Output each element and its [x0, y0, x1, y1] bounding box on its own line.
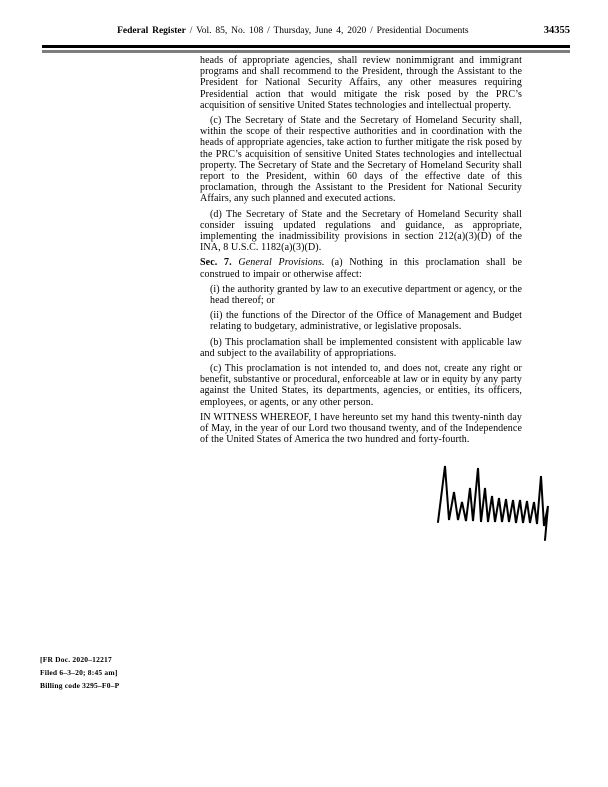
sec7-rest: (a) Nothing in this proclamation shall be construed to impair or otherwise affect:: [200, 257, 522, 280]
journal-name: Federal Register: [117, 26, 186, 36]
issue-info: / Vol. 85, No. 108 / Thursday, June 4, 2020 / Presidential Documents: [189, 26, 469, 36]
header-title: [42, 26, 544, 36]
billing-code: Billing code 3295–F0–P: [40, 681, 120, 690]
page-footer: [40, 653, 119, 692]
paragraph-c-sec6: (c) The Secretary of State and the Secretary of Homeland Security shall, within the scope of their respective authorities and in coordination with the heads of appropriate agencies, take action to further mitigate the risk posed by the PRC’s acquisition of sensitive United States technologies and intellectual property. The Secretary of State and the Secretary of Homeland Security shall report to the President, within 60 days of the effective date of this proclamation, through the Assistant to the President for National Security Affairs, any such planned and executed actions.: [200, 115, 522, 205]
paragraph-sub-i: (i) the authority granted by law to an executive department or agency, or the head thereof; or: [210, 283, 522, 307]
filed-date: Filed 6–3–20; 8:45 am]: [40, 668, 118, 677]
header-rule-black: [42, 45, 570, 48]
header-rule-gray: [42, 50, 570, 53]
paragraph-continuation: heads of appropriate agencies, shall review nonimmigrant and immigrant programs and shall recommend to the President, through the Assistant to the President for National Security Affairs, any other measures requiring Presidential action that would mitigate the risk posed by the PRC’s acquisition of sensitive United States technologies and intellectual property.: [200, 55, 522, 111]
paragraph-c-sec7: (c) This proclamation is not intended to, and does not, create any right or benefit, substantive or procedural, enforceable at law or in equity by any party against the United States, its departments, agencies, or entities, its officers, employees, or agents, or any other person.: [200, 363, 522, 408]
page-number: 34355: [543, 25, 570, 36]
signature-icon: [432, 458, 572, 546]
paragraph-sub-ii: (ii) the functions of the Director of the Office of Management and Budget relating to budgetary, administrative, or legislative proposals.: [210, 310, 522, 333]
paragraph-sec7: [200, 257, 522, 279]
sec7-title: General Provisions.: [231, 257, 325, 269]
fr-doc-number: [FR Doc. 2020–12217: [40, 655, 112, 664]
page-header: [42, 25, 570, 36]
paragraph-in-witness: IN WITNESS WHEREOF, I have hereunto set my hand this twenty-ninth day of May, in the year of our Lord two thousand twenty, and of the Independence of the United States of America the two hundred and forty-fourth.: [200, 411, 522, 446]
sec7-label: Sec. 7.: [200, 257, 232, 269]
paragraph-b-sec7: (b) This proclamation shall be implemented consistent with applicable law and subject to the availability of appropriations.: [200, 336, 522, 359]
presidential-signature: [432, 458, 572, 546]
paragraph-d-sec6: (d) The Secretary of State and the Secretary of Homeland Security shall consider issuing updated regulations and guidance, as appropriate, implementing the inadmissibility provisions in section 212(a)(3)(D) of the INA, 8 U.S.C. 1182(a)(3)(D).: [200, 208, 522, 254]
document-body: [200, 55, 522, 450]
